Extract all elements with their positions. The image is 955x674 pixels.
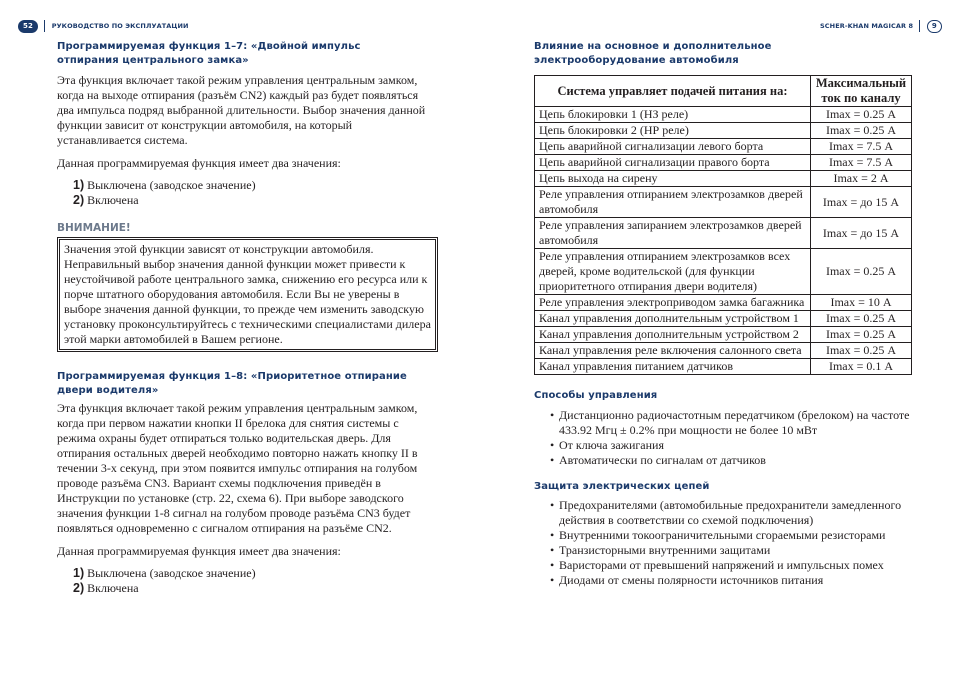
list-item: • Диодами от смены полярности источников питания — [534, 573, 914, 588]
left-column — [57, 40, 437, 596]
table-row — [535, 107, 912, 123]
warning-title: ВНИМАНИЕ! — [57, 222, 131, 234]
section-1-7-text: Эта функция включает такой режим управления центральным замком, когда на выходе отпирания (разъём CN2) каждый раз будет появляться два импульса подряд выбранной длительности. Выбор значения данной функции зависит от конструкции автомобиля, на который устанавливается система. — [57, 73, 426, 147]
value-item: 2) Включена — [73, 581, 139, 595]
table-header-system: Система управляет подачей питания на: — [535, 76, 811, 107]
row-current: Imax = 7.5 А — [811, 139, 912, 155]
table-title: Влияние на основное и дополнительное электрооборудование автомобиля — [534, 41, 772, 66]
protection-list — [534, 498, 914, 588]
table-header-current: Максимальный ток по каналу — [811, 76, 912, 107]
row-current: Imax = 7.5 А — [811, 155, 912, 171]
row-current: Imax = 0.25 А — [811, 249, 912, 295]
section-1-7-title: Программируемая функция 1–7: «Двойной импульс отпирания центрального замка» — [57, 41, 361, 66]
row-current: Imax = 0.25 А — [811, 107, 912, 123]
table-row — [535, 359, 912, 375]
row-system: Реле управления отпиранием электрозамков дверей автомобиля — [535, 187, 811, 218]
control-list — [534, 408, 914, 468]
row-current: Imax = 0.25 А — [811, 123, 912, 139]
warning-box: Значения этой функции зависят от конструкции автомобиля. Неправильный выбор значения данной функции может привести к неустойчивой работе центрального замка, снижению его ресурса или к порче штатного оборудования автомобиля. Если Вы не уверены в выборе значения данной функции, то прежде чем изменить заводскую установку проконсультируйтесь с техническими специалистами дилера этой марки автомобилей в Вашем регионе. — [57, 237, 438, 352]
table-row — [535, 295, 912, 311]
table-row — [535, 311, 912, 327]
table-row — [535, 123, 912, 139]
section-1-7-values-intro: Данная программируемая функция имеет два значения: — [57, 156, 341, 170]
left-page-header — [18, 20, 189, 34]
row-system: Цепь аварийной сигнализации правого борта — [535, 155, 811, 171]
table-row — [535, 343, 912, 359]
protection-title: Защита электрических цепей — [534, 480, 710, 492]
section-1-8-title: Программируемая функция 1–8: «Приоритетное отпирание двери водителя» — [57, 371, 407, 396]
power-table — [534, 75, 912, 375]
right-page-number: 9 — [927, 20, 942, 33]
row-system: Канал управления питанием датчиков — [535, 359, 811, 375]
list-item: • От ключа зажигания — [534, 438, 914, 453]
row-system: Реле управления отпиранием электрозамков всех дверей, кроме водительской (для функции приоритетного отпирания двери водителя) — [535, 249, 811, 295]
row-current: Imax = 10 А — [811, 295, 912, 311]
row-current: Imax = 0.25 А — [811, 327, 912, 343]
control-title: Способы управления — [534, 390, 658, 401]
table-row — [535, 249, 912, 295]
value-item: 1) Выключена (заводское значение) — [73, 178, 256, 192]
right-page-header — [820, 20, 942, 34]
row-system: Канал управления дополнительным устройством 1 — [535, 311, 811, 327]
right-header-title: SCHER-KHAN MAGICAR 8 — [820, 22, 914, 30]
row-current: Imax = 0.25 А — [811, 311, 912, 327]
row-current: Imax = 0.1 А — [811, 359, 912, 375]
row-system: Цепь блокировки 1 (НЗ реле) — [535, 107, 811, 123]
row-system: Канал управления дополнительным устройством 2 — [535, 327, 811, 343]
table-row — [535, 155, 912, 171]
left-page-number: 52 — [18, 20, 38, 33]
list-item: • Варисторами от превышений напряжений и импульсных помех — [534, 558, 914, 573]
row-current: Imax = 0.25 А — [811, 343, 912, 359]
table-row — [535, 218, 912, 249]
row-current: Imax = 2 А — [811, 171, 912, 187]
list-item: • Внутренними токоограничительными сгораемыми резисторами — [534, 528, 914, 543]
table-row — [535, 139, 912, 155]
row-system: Цепь выхода на сирену — [535, 171, 811, 187]
row-system: Цепь аварийной сигнализации левого борта — [535, 139, 811, 155]
list-item: • Дистанционно радиочастотным передатчиком (брелоком) на частоте 433.92 Мгц ± 0.2% при мощности не более 10 мВт — [534, 408, 914, 438]
row-system: Реле управления запиранием электрозамков дверей автомобиля — [535, 218, 811, 249]
section-1-8-values-intro: Данная программируемая функция имеет два значения: — [57, 544, 341, 558]
value-item: 2) Включена — [73, 193, 139, 207]
row-system: Цепь блокировки 2 (НР реле) — [535, 123, 811, 139]
row-current: Imax = до 15 А — [811, 218, 912, 249]
row-current: Imax = до 15 А — [811, 187, 912, 218]
table-row — [535, 187, 912, 218]
left-header-title: РУКОВОДСТВО ПО ЭКСПЛУАТАЦИИ — [51, 22, 189, 30]
row-system: Канал управления реле включения салонного света — [535, 343, 811, 359]
list-item: • Транзисторными внутренними защитами — [534, 543, 914, 558]
row-system: Реле управления электроприводом замка багажника — [535, 295, 811, 311]
list-item: • Предохранителями (автомобильные предохранители замедленного действия в соответствии со схемой подключения) — [534, 498, 914, 528]
value-item: 1) Выключена (заводское значение) — [73, 566, 256, 580]
table-row — [535, 171, 912, 187]
right-column — [534, 40, 914, 588]
table-row — [535, 327, 912, 343]
list-item: • Автоматически по сигналам от датчиков — [534, 453, 914, 468]
section-1-8-text: Эта функция включает такой режим управления центральным замком, когда при первом нажатии кнопки II брелока для снятия системы с режима охраны будет отпираться только водительская дверь. Для отпирания остальных дверей необходимо повторно нажать кнопку II в течении 3-х секунд, при этом появится импульс отпирания на голубом проводе разъёма CN3. Вариант схемы подключения приведён в Инструкции по установке (стр. 22, схема 6). При выборе заводского значения функции 1-8 сигнал на голубом проводе разъёма CN3 будет появляться одновременно с сигналом отпирания на разъёме CN2. — [57, 401, 418, 535]
